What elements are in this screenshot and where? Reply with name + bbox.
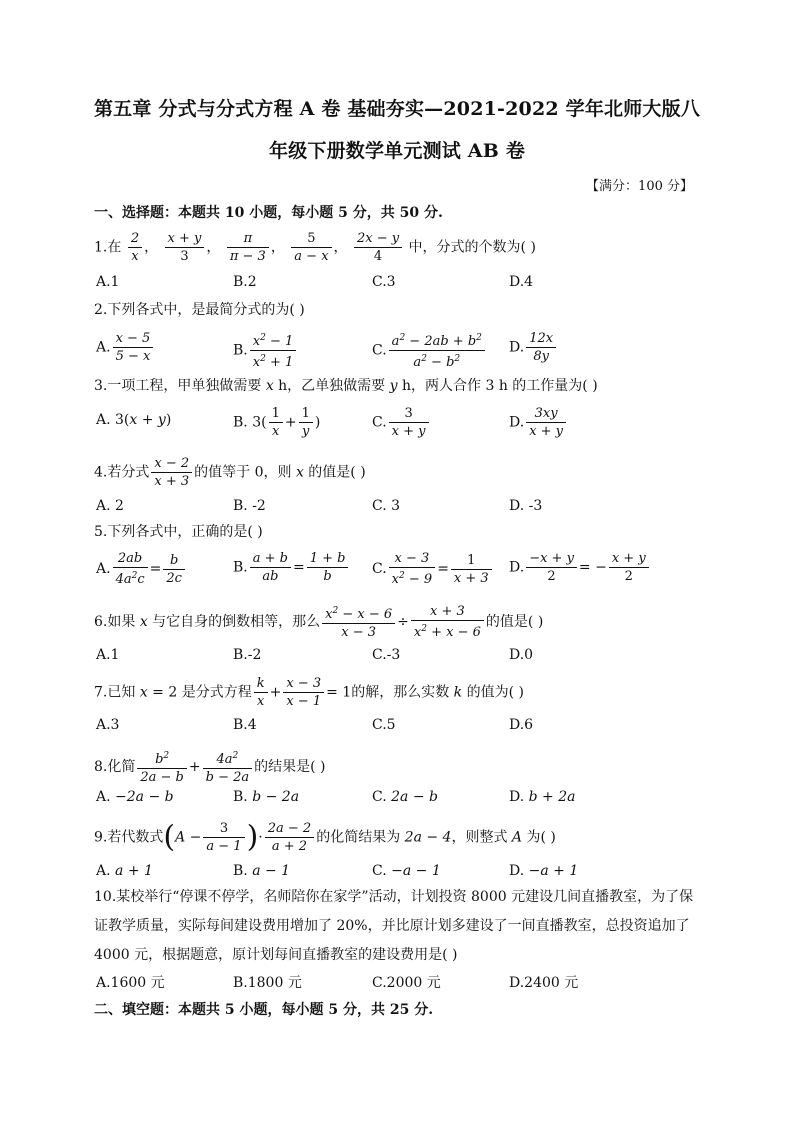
q5-option-c[interactable]: C. $\frac{x - 3}{x^2 - 9}$ = $\frac{1}{x + 3}$ — [372, 550, 494, 588]
q3-option-d[interactable]: D. $\frac{3xy}{x + y}$ — [509, 405, 568, 440]
full-score-label: 【满分：100 分】 — [586, 179, 693, 194]
q1-option-a[interactable]: A.1 — [96, 274, 120, 290]
question-10: 10.某校举行“停课不停学，名师陪你在家学”活动，计划投资 8000 元建设几间直播教室，为了保证教学质量，实际每间建设费用增加了 20%，并比原计划多建设了一间直播教室，总投资追加了 4000 元，根据题意，原计划每间直播教室的建设费用是( ) — [94, 889, 694, 963]
question-5: 5.下列各式中，正确的是( ) — [94, 524, 263, 540]
q1-option-c[interactable]: C.3 — [372, 274, 396, 290]
q10-option-a[interactable]: A.1600 元 — [96, 975, 165, 991]
q2-option-a[interactable]: A. $\frac{x - 5}{5 - x}$ — [96, 330, 155, 365]
q7-option-a[interactable]: A.3 — [96, 717, 120, 733]
question-7: 7.已知 x = 2 是分式方程 $\frac{k}{x}$ + $\frac{x - 3}{x - 1}$ = 1的解，那么实数 k 的值为( ) — [94, 676, 524, 709]
exam-title-line1: 第五章 分式与分式方程 A 卷 基础夯实—2021-2022 学年北师大版八 — [93, 98, 701, 120]
q10-option-b[interactable]: B.1800 元 — [233, 975, 302, 991]
question-3: 3.一项工程，甲单独做需要 x h，乙单独做需要 y h，两人合作 3 h 的工作量为( ) — [94, 378, 598, 394]
q5-option-d[interactable]: D. $\frac{-x + y}{2}$ = − $\frac{x + y}{2}$ — [509, 550, 651, 585]
q7-option-c[interactable]: C.5 — [372, 717, 396, 733]
q7-option-d[interactable]: D.6 — [509, 717, 534, 733]
q6-option-a[interactable]: A.1 — [96, 647, 120, 663]
q9-option-d[interactable]: D. −a + 1 — [509, 863, 579, 879]
q5-option-a[interactable]: A. $\frac{2ab}{4a^2c}$ = $\frac{b}{2c}$ — [96, 550, 187, 588]
q8-option-c[interactable]: C. 2a − b — [372, 789, 438, 805]
q1-prefix: 1.在 — [94, 239, 122, 256]
q9-option-c[interactable]: C. −a − 1 — [372, 863, 441, 879]
q3-option-b[interactable]: B. 3( $\frac{1}{x}$ + $\frac{1}{y}$ ) — [233, 406, 321, 439]
q2-option-c[interactable]: C. $\frac{a^2 - 2ab + b^2}{a^2 - b^2}$ — [372, 330, 487, 371]
q1-suffix: 中，分式的个数为( ) — [408, 239, 536, 256]
q5-option-b[interactable]: B. $\frac{a + b}{ab}$ = $\frac{1 + b}{b}$ — [233, 550, 350, 585]
q7-option-b[interactable]: B.4 — [233, 717, 257, 733]
question-9: 9.若代数式(A − $\frac{3}{a - 1}$ )· $\frac{2a - 2}{a + 2}$ 的化简结果为 2a − 4，则整式 A 为( ) — [94, 819, 556, 855]
q6-option-d[interactable]: D.0 — [509, 647, 534, 663]
question-1: 1.在 $\frac{2}{x}$ ， $\frac{x + y}{3}$ ， $\frac{\pi}{\pi - 3}$ ， $\frac{5}{a - x}$ ， $\frac{2x - y}{4}$ 中，分式的个数为( ) — [94, 231, 536, 264]
q10-option-c[interactable]: C.2000 元 — [372, 975, 441, 991]
q4-option-b[interactable]: B. -2 — [233, 498, 266, 514]
q4-option-d[interactable]: D. -3 — [509, 498, 543, 514]
q9-option-b[interactable]: B. a − 1 — [233, 863, 291, 879]
q4-option-c[interactable]: C. 3 — [372, 498, 401, 514]
q1-option-d[interactable]: D.4 — [509, 274, 534, 290]
q8-option-a[interactable]: A. −2a − b — [96, 789, 174, 805]
exam-title-line2: 年级下册数学单元测试 AB 卷 — [268, 140, 526, 162]
q3-option-c[interactable]: C. $\frac{3}{x + y}$ — [372, 405, 431, 440]
q2-option-d[interactable]: D. $\frac{12x}{8y}$ — [509, 330, 558, 365]
q6-option-b[interactable]: B.-2 — [233, 647, 262, 663]
section2-heading: 二、填空题：本题共 5 小题，每小题 5 分，共 25 分. — [94, 1002, 434, 1018]
q10-option-d[interactable]: D.2400 元 — [509, 975, 579, 991]
q4-option-a[interactable]: A. 2 — [96, 498, 124, 514]
question-8: 8.化简 $\frac{b^2}{2a - b}$ + $\frac{4a^2}{b - 2a}$ 的结果是( ) — [94, 748, 326, 786]
question-6: 6.如果 x 与它自身的倒数相等，那么 $\frac{x^2 - x - 6}{x - 3}$ ÷ $\frac{x + 3}{x^2 + x - 6}$ 的值是( ) — [94, 604, 544, 640]
question-4: 4.若分式 $\frac{x - 2}{x + 3}$ 的值等于 0，则 x 的值是( ) — [94, 456, 366, 489]
q2-option-b[interactable]: B. $\frac{x^2 - 1}{x^2 + 1}$ — [233, 330, 298, 371]
q8-option-d[interactable]: D. b + 2a — [509, 789, 576, 805]
question-2: 2.下列各式中，是最简分式的为( ) — [94, 302, 305, 318]
q6-option-c[interactable]: C.-3 — [372, 647, 401, 663]
q1-option-b[interactable]: B.2 — [233, 274, 257, 290]
section1-heading: 一、选择题：本题共 10 小题，每小题 5 分，共 50 分. — [94, 205, 443, 221]
q3-option-a[interactable]: A. 3(x + y) — [96, 412, 172, 428]
q8-option-b[interactable]: B. b − 2a — [233, 789, 300, 805]
q9-option-a[interactable]: A. a + 1 — [96, 863, 153, 879]
